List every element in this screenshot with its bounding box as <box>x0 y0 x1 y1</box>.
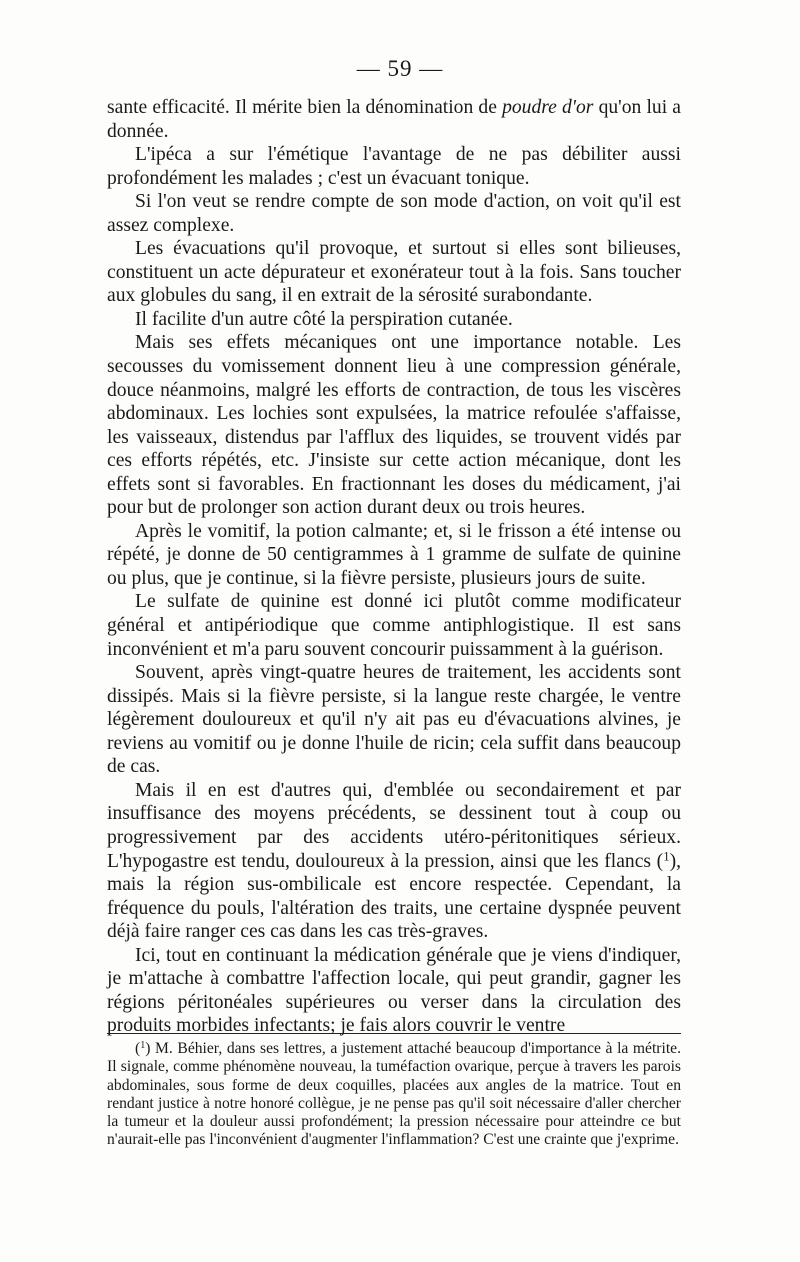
text-run: Après le vomitif, la potion calmante; et, si le frisson a été intense ou répété, je donne de 50 centigrammes à 1 gramme de sulfate de quinine ou plus, que je continue, si la fièvre persiste, plusieurs jours de suite. <box>107 520 681 589</box>
footnote <box>107 1040 681 1150</box>
text-run: Si l'on veut se rendre compte de son mode d'action, on voit qu'il est assez complexe. <box>107 191 681 236</box>
text-run: Le sulfate de quinine est donné ici plutôt comme modificateur général et antipériodique que comme antiphlogistique. Il est sans inconvénient et m'a paru souvent concourir puissamment à la guérison. <box>107 591 681 660</box>
paragraph <box>107 237 681 308</box>
paragraph <box>107 96 681 143</box>
paragraph <box>107 520 681 591</box>
text-run: Souvent, après vingt-quatre heures de traitement, les accidents sont dissipés. Mais si la fièvre persiste, si la langue reste chargée, le ventre légèrement douloureux et qu'il n'y ait pas eu d'évacuations alvines, je reviens au vomitif ou je donne l'huile de ricin; cela suffit dans beaucoup de cas. <box>107 662 681 778</box>
text-run: ) M. Béhier, dans ses lettres, a justement attaché beaucoup d'importance à la métrite. Il signale, comme phénomène nouveau, la tuméfaction ovarique, perçue à travers les parois abdominales, sous forme de deux coquilles, placées aux angles de la matrice. Tout en rendant justice à notre honoré collègue, je ne pense pas qu'il soit nécessaire d'aller chercher la tumeur et la douleur aussi profondément; la pression nécessaire pour atteindre ce but n'aurait-elle pas l'inconvénient d'augmenter l'inflammation? C'est une crainte que j'exprime. <box>107 1040 681 1149</box>
text-run: Il facilite d'un autre côté la perspiration cutanée. <box>135 308 513 330</box>
text-run: ( <box>135 1040 141 1057</box>
paragraph <box>107 944 681 1038</box>
text-run: L'ipéca a sur l'émétique l'avantage de ne pas débiliter aussi profondément les malades ; c'est un évacuant tonique. <box>107 144 681 189</box>
text-run: ), mais la région sus-ombilicale est encore respectée. Cependant, la fréquence du pouls, l'altération des traits, une certaine dyspnée peuvent déjà faire ranger ces cas dans les cas très-graves. <box>107 850 681 943</box>
footnote-marker: 1 <box>140 1039 146 1051</box>
text-run: Ici, tout en continuant la médication générale que je viens d'indiquer, je m'attache à combattre l'affection locale, qui peut grandir, gagner les régions péritonéales supérieures ou verser dans la circulation des produits morbides infectants; je fais alors couvrir le ventre <box>107 944 681 1037</box>
paragraph <box>107 331 681 519</box>
footnote-marker: 1 <box>663 849 670 864</box>
page-number: — 59 — <box>356 56 444 81</box>
text-run: sante efficacité. Il mérite bien la dénomination de <box>107 97 503 118</box>
text-run: qu'on lui a donnée. <box>107 97 681 142</box>
paragraph <box>107 661 681 779</box>
paragraph <box>107 308 681 332</box>
text-run: Les évacuations qu'il provoque, et surtout si elles sont bilieuses, constituent un acte dépurateur et exonérateur tout à la fois. Sans toucher aux globules du sang, il en extrait de la sérosité surabondante. <box>107 238 681 307</box>
text-run: Mais il en est d'autres qui, d'emblée ou secondairement et par insuffisance des moyens précédents, se dessinent tout à coup ou progressivement par des accidents utéro-péritonitiques sérieux. L'hypogastre est tendu, douloureux à la pression, ainsi que les flancs ( <box>107 779 681 872</box>
text-run: Mais ses effets mécaniques ont une importance notable. Les secousses du vomissement donnent lieu à une compression générale, douce néanmoins, malgré les efforts de contraction, de tous les viscères abdominaux. Les lochies sont expulsées, la matrice refoulée s'affaisse, les vaisseaux, distendus par l'afflux des liquides, se trouvent vidés par ces efforts répétés, etc. J'insiste sur cette action mécanique, dont les effets sont si favorables. En fractionnant les doses du médicament, j'ai pour but de prolonger son action durant deux ou trois heures. <box>107 332 681 519</box>
body-text <box>107 96 681 1038</box>
footnote-divider <box>107 1033 681 1034</box>
italic-text: poudre d'or <box>502 97 594 118</box>
paragraph <box>107 779 681 944</box>
footnotes <box>107 1040 681 1150</box>
paragraph <box>107 190 681 237</box>
paragraph <box>107 590 681 661</box>
paragraph <box>107 143 681 190</box>
